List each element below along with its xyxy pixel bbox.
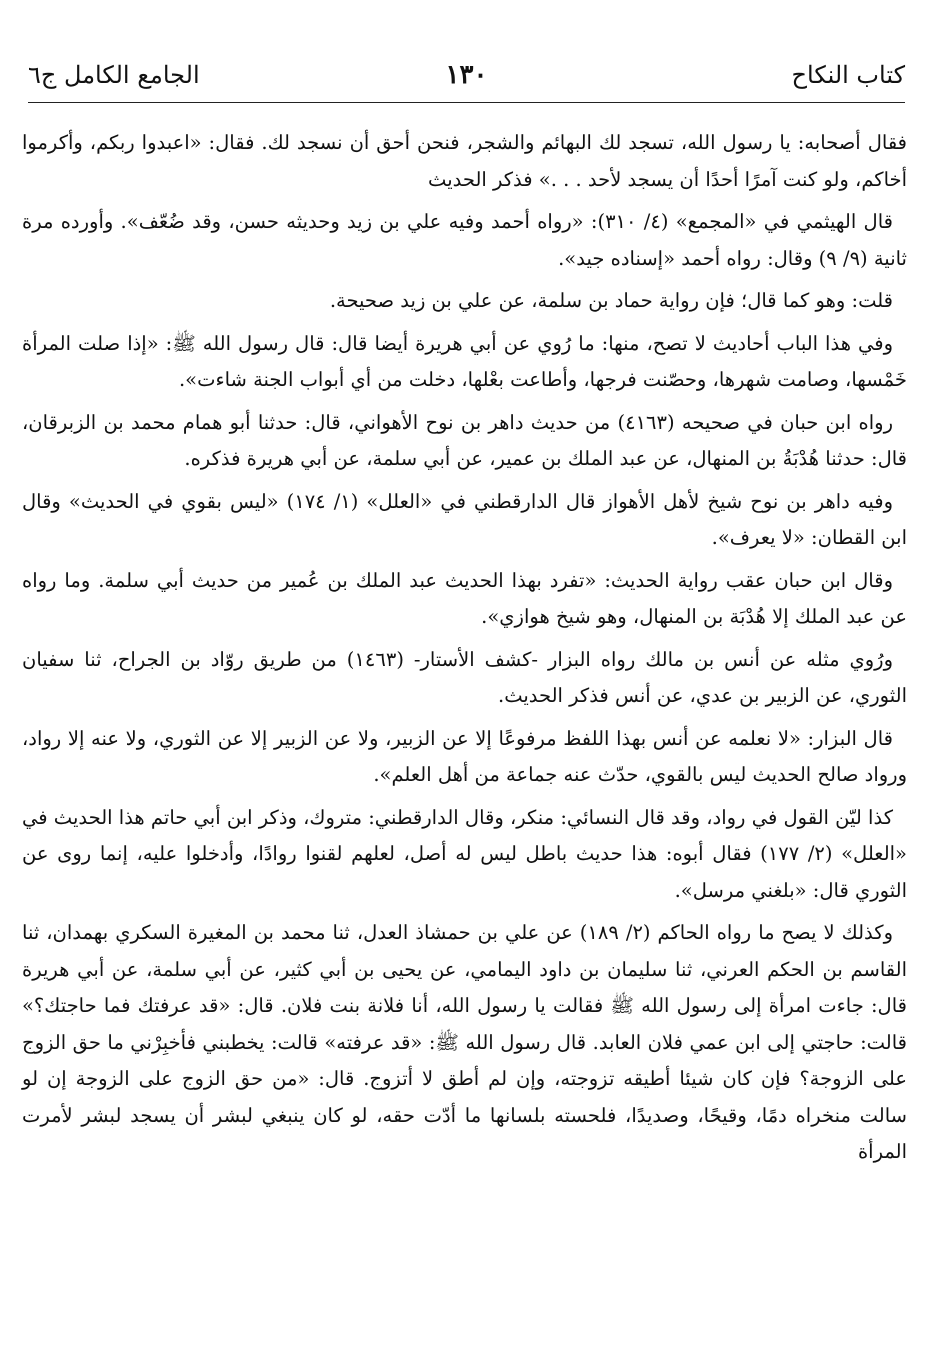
paragraph: وفيه داهر بن نوح شيخ لأهل الأهواز قال الدارقطني في «العلل» (١/ ١٧٤) «ليس بقوي في الحديث» وقال ابن القطان: «لا يعرف». [22, 489, 907, 549]
book-title: الجامع الكامل ج٦ [28, 61, 200, 89]
paragraph: قال الهيثمي في «المجمع» (٤/ ٣١٠): «رواه أحمد وفيه علي بن زيد وحديثه حسن، وقد ضُعّف». وأورده مرة ثانية (٩/ ٩) وقال: رواه أحمد «إسناده جيد». [22, 210, 907, 270]
paragraph: قال البزار: «لا نعلمه عن أنس بهذا اللفظ مرفوعًا إلا عن الزبير، ولا عن الزبير إلا عن الثوري، ولا عنه إلا رواد، ورواد صالح الحديث ليس بالقوي، حدّث عنه جماعة من أهل العلم». [22, 726, 907, 786]
paragraph: وفي هذا الباب أحاديث لا تصح، منها: ما رُوي عن أبي هريرة أيضا قال: قال رسول الله ﷺ: «إذا صلت المرأة خَمْسها، وصامت شهرها، وحصّنت فرجها، وأطاعت بعْلها، دخلت من أي أبواب الجنة شاءت». [22, 331, 907, 391]
chapter-title: كتاب النكاح [791, 61, 905, 89]
running-header [28, 58, 905, 103]
paragraph: ورُوي مثله عن أنس بن مالك رواه البزار -كشف الأستار- (١٤٦٣) من طريق روّاد بن الجراح، ثنا سفيان الثوري، عن الزبير بن عدي، عن أنس فذكر الحديث. [22, 647, 907, 707]
paragraph: فقال أصحابه: يا رسول الله، تسجد لك البهائم والشجر، فنحن أحق أن نسجد لك. فقال: «اعبدوا ربكم، وأكرموا أخاكم، ولو كنت آمرًا أحدًا أن يسجد لأحد . . .» فذكر الحديث [22, 131, 907, 191]
paragraph: قلت: وهو كما قال؛ فإن رواية حماد بن سلمة، عن علي بن زيد صحيحة. [329, 289, 893, 312]
paragraph: كذا ليّن القول في رواد، وقد قال النسائي: منكر، وقال الدارقطني: متروك، وذكر ابن أبي حاتم هذا الحديث في «العلل» (٢/ ١٧٧) فقال أبوه: هذا حديث باطل ليس له أصل، لعلهم لقنوا روادًا، وأدخلوا عليه، إنما روى عن الثوري قال: «بلغني مرسل». [22, 805, 907, 902]
paragraph: وقال ابن حبان عقب رواية الحديث: «تفرد بهذا الحديث عبد الملك بن عُمير من حديث أبي سلمة. وما رواه عن عبد الملك إلا هُدْبَة بن المنهال، وهو شيخ هوازي». [22, 568, 907, 628]
page-number: ١٣٠ [445, 60, 488, 90]
paragraph: رواه ابن حبان في صحيحه (٤١٦٣) من حديث داهر بن نوح الأهواني، قال: حدثنا أبو همام محمد بن الزبرقان، قال: حدثنا هُدْبَةُ بن المنهال، عن عبد الملك بن عمير، عن أبي سلمة، عن أبي هريرة فذكره. [22, 410, 907, 470]
body-text [22, 125, 907, 1177]
paragraph: وكذلك لا يصح ما رواه الحاكم (٢/ ١٨٩) عن علي بن حمشاذ العدل، ثنا محمد بن المغيرة السكري بهمدان، ثنا القاسم بن الحكم العرني، ثنا سليمان بن داود اليمامي، عن يحيى بن أبي كثير، عن أبي سلمة، عن أبي هريرة قال: جاءت امرأة إلى رسول الله ﷺ فقالت يا رسول الله، أنا فلانة بنت فلان. قال: «قد عرفتك فما حاجتك؟» قالت: حاجتي إلى ابن عمي فلان العابد. قال رسول الله ﷺ: «قد عرفته» قالت: يخطبني فأخبِرْني ما حق الزوج على الزوجة؟ فإن كان شيئا أطيقه تزوجته، وإن لم أطق لا أتزوج. قال: «من حق الزوج على الزوجة إن لو سالت منخراه دمًا، وقيحًا، وصديدًا، فلحسته بلسانها ما أدّت حقه، لو كان ينبغي لبشر أن يسجد لبشر لأمرت المرأة [22, 921, 907, 1163]
